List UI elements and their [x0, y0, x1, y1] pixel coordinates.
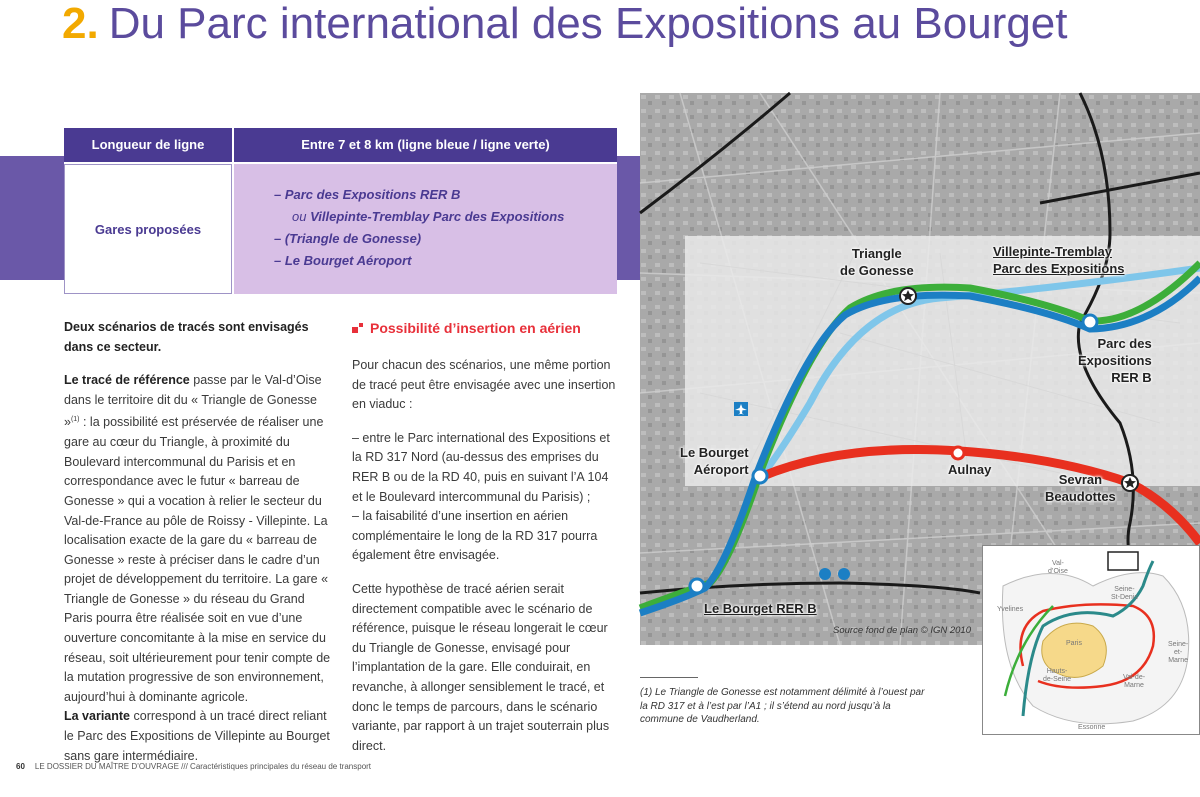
intro-paragraph	[64, 318, 334, 357]
aerial-conclusion: Cette hypothèse de tracé aérien serait directement compatible avec le scénario de référence, puisque le réseau longerait le cœur du Triangle de Gonesse, envisagé pour l’implantation de la gare. Elle conduirait, en revanche, à allonger sensiblement le tracé, et donc le temps de parcours, dans le scénario variante, par rapport à un trajet souterrain plus direct.	[352, 581, 610, 753]
inset-label: Val- d’Oise	[1048, 560, 1068, 575]
station-item: – Le Bourget Aéroport	[274, 253, 412, 268]
page-title	[62, 0, 1068, 50]
inset-locator	[1108, 552, 1138, 570]
footnote-ref: (1)	[70, 416, 80, 424]
label-bourget-aeroport: Le Bourget Aéroport	[680, 445, 749, 477]
label-parc-expositions: Parc des Expositions RER B	[1078, 336, 1152, 385]
section-heading-text: Possibilité d’insertion en aérien	[370, 320, 581, 336]
inset-label: Seine- St-Denis	[1111, 586, 1138, 601]
intro-text: Deux scénarios de tracés sont envisagés dans ce secteur.	[64, 320, 309, 354]
aerial-intro: Pour chacun des scénarios, une même portion de tracé peut être envisagée avec une insertion en viaduc :	[352, 358, 616, 412]
map-source: Source fond de plan © IGN 2010	[833, 625, 971, 636]
page-number: 60	[16, 762, 25, 771]
station-bourget-aero-marker	[753, 469, 767, 483]
rer-b-icon	[838, 568, 850, 580]
inset-label: Yvelines	[997, 606, 1024, 613]
label-villepinte: Villepinte-Tremblay Parc des Expositions	[993, 244, 1125, 276]
aerial-bullet: – la faisabilité d’une insertion en aérien complémentaire le long de la RD 317 pourra également être envisagée.	[352, 509, 598, 563]
inset-map	[982, 545, 1200, 735]
info-table	[64, 128, 617, 296]
station-bourget-rer-marker	[690, 579, 704, 593]
inset-label: Essonne	[1078, 724, 1106, 731]
page-footer	[16, 762, 371, 771]
text-column-middle	[352, 318, 622, 770]
station-aulnay-marker	[952, 447, 964, 459]
table-row-label	[64, 164, 232, 294]
reference-paragraph	[64, 371, 334, 766]
footnote: (1) Le Triangle de Gonesse est notamment délimité à l’ouest par la RD 317 et à l’est par l’A1 ; il s’étend au nord jusqu’à la commune de Vaudherland.	[640, 687, 925, 725]
aerial-bullets	[352, 429, 622, 566]
text-column-left	[64, 318, 334, 780]
aerial-bullet: – entre le Parc international des Expositions et la RD 317 Nord (au-dessus des emprises du RER B ou de la RD 40, puis en suivant l’A 104 et le Boulevard intercommunal du Parisis) ;	[352, 430, 610, 504]
inset-label: Paris	[1066, 640, 1082, 647]
section-title: Du Parc international des Expositions au Bourget	[108, 0, 1068, 48]
inset-label: Val-de- Marne	[1123, 674, 1146, 689]
reference-text-b: : la possibilité est préservée de réaliser une gare au cœur du Triangle, à proximité du Boulevard intercommunal du Parisis et en correspondance avec le futur « barreau de Gonesse » qui a vocation à relier le secteur du Val-de-France au pôle de Roissy - Villepinte. La localisation exacte de la gare du « barreau de Gonesse » reste à préciser dans le cadre d’un projet de développement du territoire. La gare « Triangle de Gonesse » du réseau du Grand Paris pourra être réalisée soit en vue d’une ouverture concomitante à la mise en service du réseau, soit ultérieurement pour tenir compte de la mutation progressive de son environnement, aujourd’hui à dominante agricole.	[64, 415, 331, 704]
table-stations-cell	[234, 164, 617, 294]
inset-graphic	[983, 546, 1199, 734]
variant-text: correspond à un tracé direct reliant le Parc des Expositions de Villepinte au Bourget sans gare intermédiaire.	[64, 709, 330, 763]
footer-text: LE DOSSIER DU MAÎTRE D’OUVRAGE /// Caractéristiques principales du réseau de transport	[34, 762, 372, 771]
reference-bold: Le tracé de référence	[64, 373, 190, 388]
inset-label: Seine- et- Marne	[1168, 641, 1189, 664]
station-item	[274, 206, 617, 228]
station-name: Villepinte-Tremblay Parc des Expositions	[310, 209, 565, 224]
reference-text-a: passe par le Val-d’Oise dans le territoire dit du « Triangle de Gonesse »	[64, 373, 322, 430]
label-sevran: Sevran Beaudottes	[1045, 472, 1116, 504]
station-parc-marker	[1083, 315, 1097, 329]
station-or: ou	[292, 209, 307, 224]
label-aulnay: Aulnay	[948, 462, 992, 477]
inset-label: Hauts- de-Seine	[1043, 668, 1072, 683]
section-heading	[352, 318, 622, 338]
rer-icon	[819, 568, 831, 580]
section-number: 2.	[62, 0, 99, 48]
stations-label: Gares proposées	[94, 221, 202, 237]
squares-icon	[352, 322, 364, 334]
label-triangle: Triangle de Gonesse	[840, 246, 914, 278]
station-item: – Parc des Expositions RER B	[274, 187, 461, 202]
table-header-right: Entre 7 et 8 km (ligne bleue / ligne verte)	[234, 128, 617, 162]
footnote-rule	[640, 677, 698, 678]
table-header-left: Longueur de ligne	[64, 128, 234, 162]
variant-bold: La variante	[64, 709, 131, 724]
station-item: – (Triangle de Gonesse)	[274, 231, 422, 246]
label-bourget-rer: Le Bourget RER B	[704, 601, 817, 616]
